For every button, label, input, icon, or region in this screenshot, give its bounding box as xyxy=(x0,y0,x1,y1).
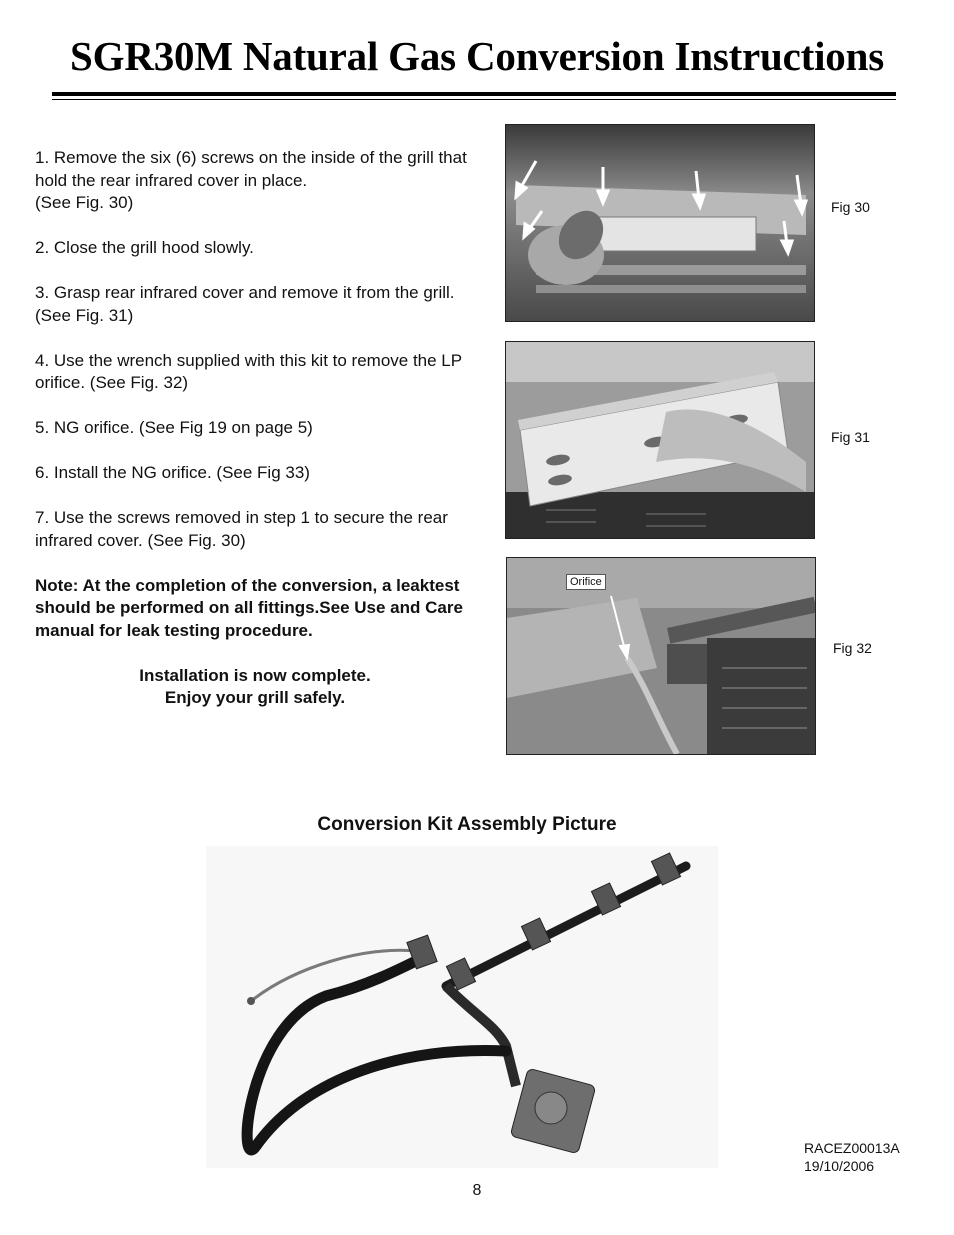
leak-test-note: Note: At the completion of the conversion, a leaktest should be performed on all fittings.See Use and Care manual for leak testing procedure. xyxy=(35,575,463,640)
fig-30-label: Fig 30 xyxy=(831,199,870,215)
fig-31-label: Fig 31 xyxy=(831,429,870,445)
step-5: 5. NG orifice. (See Fig 19 on page 5) xyxy=(35,418,313,437)
conversion-kit-photo xyxy=(206,846,718,1168)
fig-30-photo xyxy=(505,124,815,322)
step-6: 6. Install the NG orifice. (See Fig 33) xyxy=(35,463,310,482)
page-number: 8 xyxy=(472,1182,482,1199)
step-1: 1. Remove the six (6) screws on the inside of the grill that hold the rear infrared cover in place. (See Fig. 30) xyxy=(35,148,467,212)
step-2: 2. Close the grill hood slowly. xyxy=(35,238,254,257)
step-4: 4. Use the wrench supplied with this kit to remove the LP orifice. (See Fig. 32) xyxy=(35,350,462,392)
step-7: 7. Use the screws removed in step 1 to secure the rear infrared cover. (See Fig. 30) xyxy=(35,508,448,550)
orifice-callout: Orifice xyxy=(566,574,606,590)
page-title: SGR30M Natural Gas Conversion Instructions xyxy=(70,33,884,79)
title-rule-thin xyxy=(52,99,896,100)
instructions-block xyxy=(35,147,485,710)
title-rule-thick xyxy=(52,92,896,96)
fig-32-photo xyxy=(506,557,816,755)
completion-message: Installation is now complete. Enjoy your grill safely. xyxy=(139,665,371,707)
step-3: 3. Grasp rear infrared cover and remove it from the grill. (See Fig. 31) xyxy=(35,283,455,325)
fig-31-photo xyxy=(505,341,815,539)
document-reference: RACEZ00013A 19/10/2006 xyxy=(804,1140,900,1174)
fig-32-label: Fig 32 xyxy=(833,640,872,656)
kit-heading: Conversion Kit Assembly Picture xyxy=(317,814,617,835)
